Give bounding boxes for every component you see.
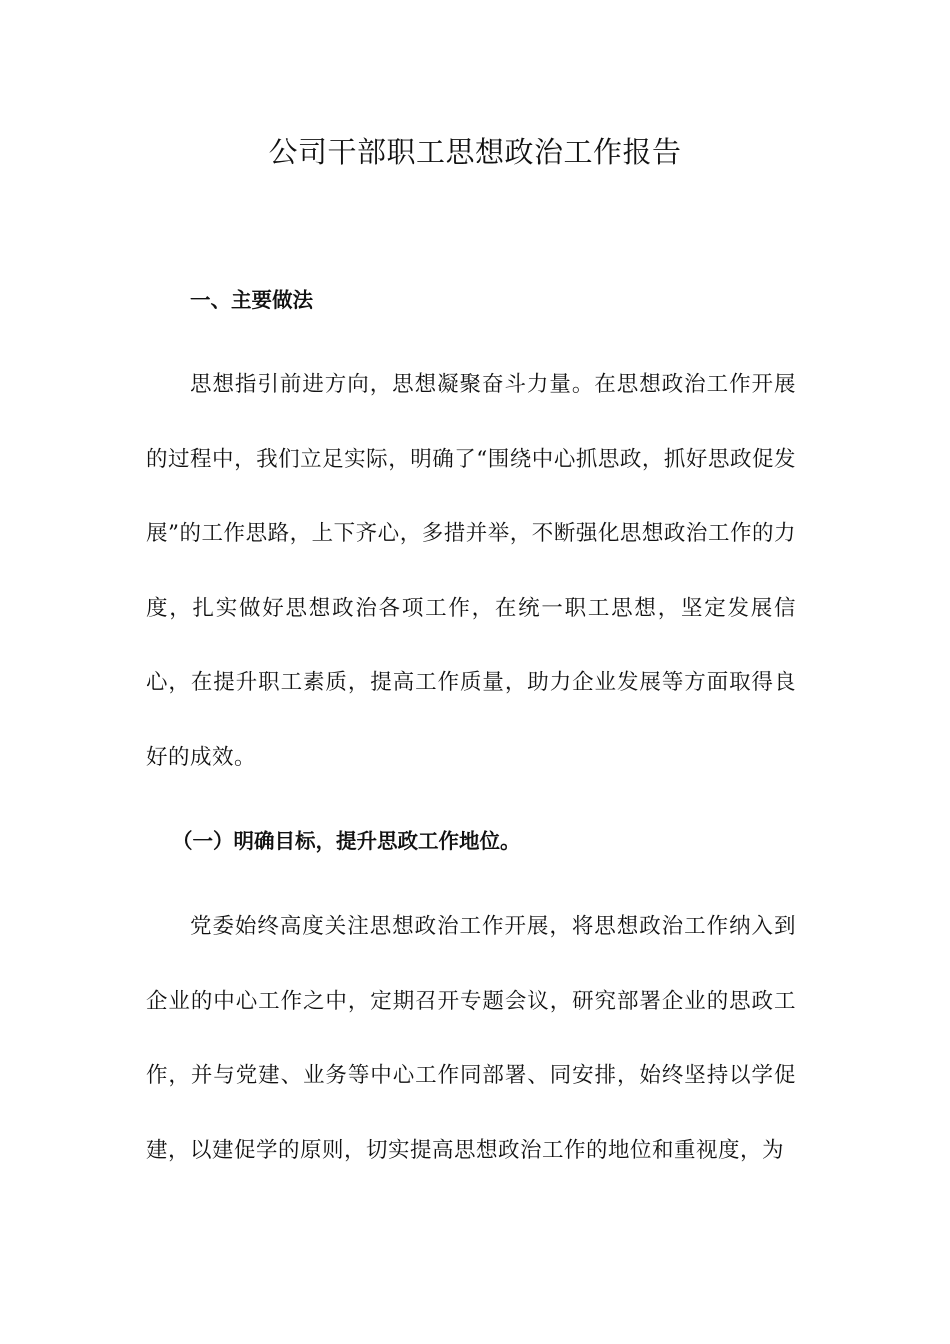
paragraph-party-committee: 党委始终高度关注思想政治工作开展，将思想政治工作纳入到企业的中心工作之中，定期召开专题会议，研究部署企业的思政工作，并与党建、业务等中心工作同部署、同安排，始终坚持以学促建，以建促学的原则，切实提高思想政治工作的地位和重视度，为 [146,914,796,1163]
section-heading-main-practices: 一、主要做法 [190,288,313,312]
subsection-heading-clear-goals: （一）明确目标，提升思政工作地位。 [172,829,521,853]
document-title: 公司干部职工思想政治工作报告 [268,135,682,169]
paragraph-intro: 思想指引前进方向，思想凝聚奋斗力量。在思想政治工作开展的过程中，我们立足实际，明确了“围绕中心抓思政，抓好思政促发展”的工作思路，上下齐心，多措并举，不断强化思想政治工作的力度，扎实做好思想政治各项工作，在统一职工思想，坚定发展信心，在提升职工素质，提高工作质量，助力企业发展等方面取得良好的成效。 [146,372,796,770]
